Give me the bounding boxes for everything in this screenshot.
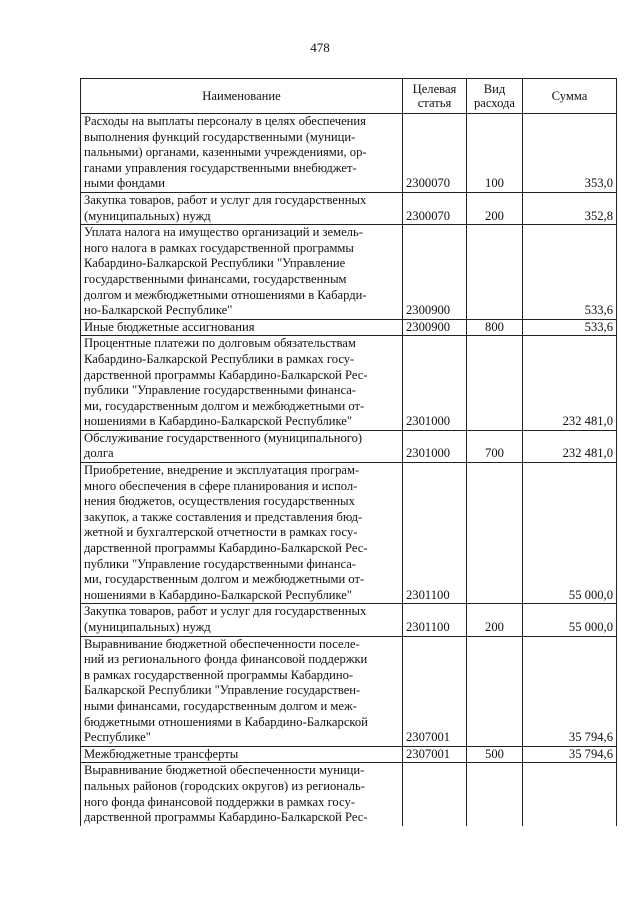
row-target-article: 2300900 [403,319,467,336]
row-target-article: 2301100 [403,463,467,604]
row-name: Выравнивание бюджетной обеспеченности поселе- ний из регионального фонда финансовой поддержки в рамках государственной программы Кабардино- Балкарской Республики "Управление государствен- ными финансами, государственным долгом и меж- бюджетными отношениями в Кабардино-Балкарской Республике" [81,636,403,746]
row-expense-type: 500 [467,746,523,763]
row-name: Межбюджетные трансферты [81,746,403,763]
page-number: 478 [310,40,330,55]
row-name: Приобретение, внедрение и эксплуатация програм- много обеспечения в сфере планирования и испол- нения бюджетов, осуществления государственных закупок, а также составления и представления бюд- жетной и бухгалтерской отчетности в рамках госу- дарственной программы Кабардино-Балкарской Рес- публики "Управление государственными финанса- ми, государственным долгом и межбюджетными от- ношениями в Кабардино-Балкарской Республике" [81,463,403,604]
row-expense-type [467,763,523,826]
row-expense-type: 100 [467,114,523,193]
row-sum: 352,8 [523,192,617,224]
row-target-article: 2300070 [403,192,467,224]
table-row [81,114,617,193]
row-sum: 55 000,0 [523,463,617,604]
row-target-article: 2300070 [403,114,467,193]
row-expense-type [467,336,523,431]
row-expense-type [467,636,523,746]
table-row [81,336,617,431]
row-sum: 533,6 [523,319,617,336]
row-expense-type: 800 [467,319,523,336]
row-expense-type: 700 [467,430,523,462]
row-name: Уплата налога на имущество организаций и земель- ного налога в рамках государственной программы Кабардино-Балкарской Республики "Управление государственными финансами, государственным долгом и межбюджетными отношениями в Кабарди- но-Балкарской Республике" [81,225,403,320]
row-name: Обслуживание государственного (муниципального) долга [81,430,403,462]
row-target-article: 2300900 [403,225,467,320]
header-target-article: Целевая статья [403,79,467,114]
row-name: Расходы на выплаты персоналу в целях обеспечения выполнения функций государственными (муници- пальными) органами, казенными учреждениями, ор- ганами управления государственными внебюджет- ными фондами [81,114,403,193]
budget-table [80,78,617,826]
row-sum: 353,0 [523,114,617,193]
table-row [81,463,617,604]
row-sum: 232 481,0 [523,336,617,431]
row-target-article: 2307001 [403,636,467,746]
row-expense-type [467,225,523,320]
row-sum: 232 481,0 [523,430,617,462]
header-sum: Сумма [523,79,617,114]
table-row [81,319,617,336]
row-expense-type [467,463,523,604]
row-name: Закупка товаров, работ и услуг для государственных (муниципальных) нужд [81,192,403,224]
table-row [81,636,617,746]
row-target-article: 2301000 [403,336,467,431]
table-row [81,604,617,636]
row-target-article: 2301100 [403,604,467,636]
row-sum: 35 794,6 [523,746,617,763]
row-sum: 35 794,6 [523,636,617,746]
row-expense-type: 200 [467,604,523,636]
table-header-row [81,79,617,114]
row-sum: 55 000,0 [523,604,617,636]
table-row [81,192,617,224]
row-name: Иные бюджетные ассигнования [81,319,403,336]
header-expense-type: Вид расхода [467,79,523,114]
row-sum: 533,6 [523,225,617,320]
row-expense-type: 200 [467,192,523,224]
row-target-article [403,763,467,826]
table-row [81,430,617,462]
row-name: Выравнивание бюджетной обеспеченности муници- пальных районов (городских округов) из региональ- ного фонда финансовой поддержки в рамках госу- дарственной программы Кабардино-Балкарской Рес- [81,763,403,826]
row-target-article: 2307001 [403,746,467,763]
header-name: Наименование [81,79,403,114]
row-target-article: 2301000 [403,430,467,462]
row-name: Процентные платежи по долговым обязательствам Кабардино-Балкарской Республики в рамках госу- дарственной программы Кабардино-Балкарской Рес- публики "Управление государственными финанса- ми, государственным долгом и межбюджетными от- ношениями в Кабардино-Балкарской Республике" [81,336,403,431]
table-row [81,225,617,320]
row-sum [523,763,617,826]
row-name: Закупка товаров, работ и услуг для государственных (муниципальных) нужд [81,604,403,636]
table-row [81,763,617,826]
table-row [81,746,617,763]
